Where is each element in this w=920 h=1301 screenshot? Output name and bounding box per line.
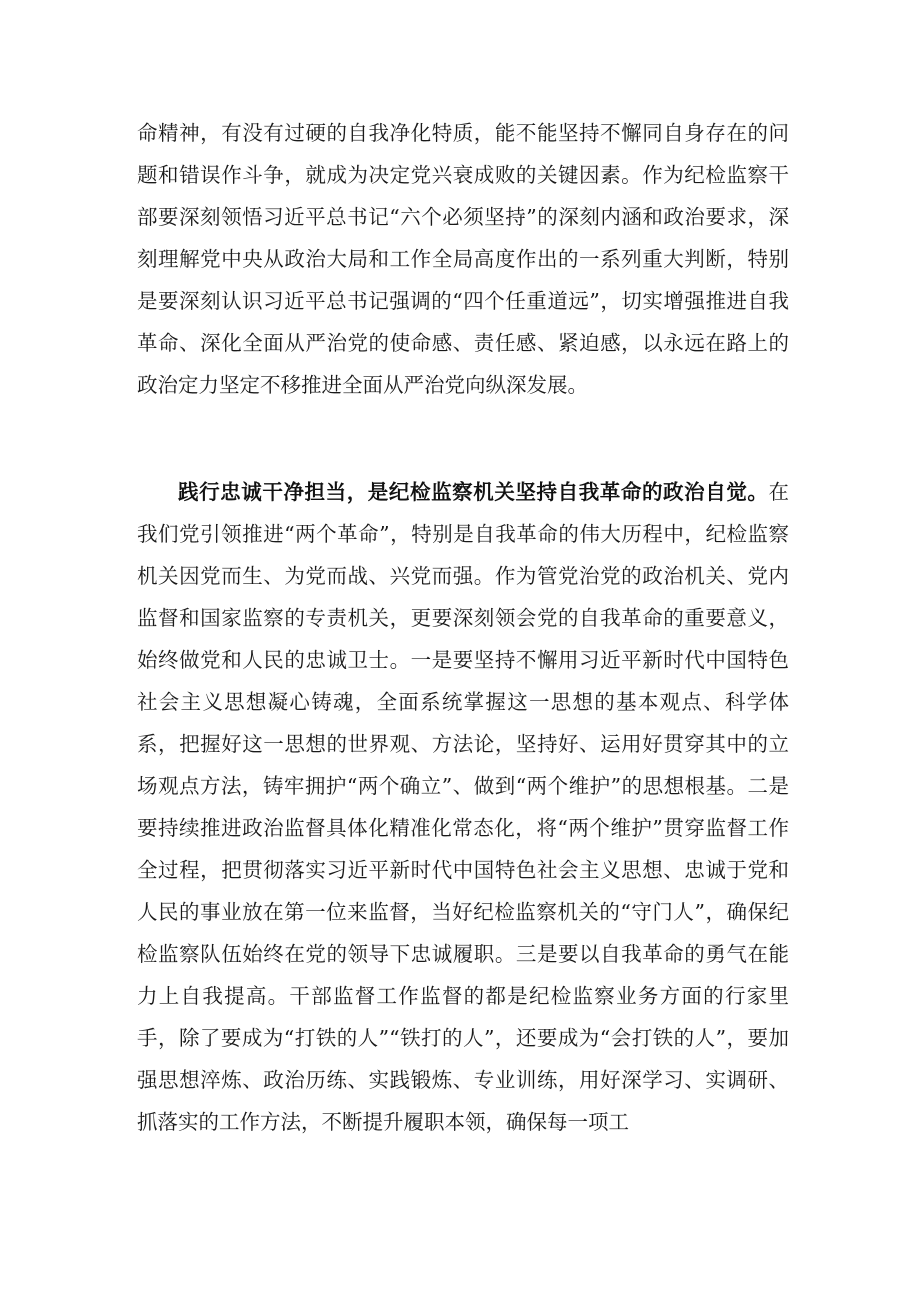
paragraph-2-lead: 践行忠诚干净担当，是纪检监察机关坚持自我革命的政治自觉。 [178,480,769,504]
paragraph-2-text: 在我们党引领推进“两个革命”，特别是自我革命的伟大历程中，纪检监察机关因党而生、为党而战、兴党而强。作为管党治党的政治机关、党内监督和国家监察的专责机关，更要深刻领会党的自我革命的重要意义，始终做党和人民的忠诚卫士。一是要坚持不懈用习近平新时代中国特色社会主义思想凝心铸魂，全面系统掌握这一思想的基本观点、科学体系，把握好这一思想的世界观、方法论，坚持好、运用好贯穿其中的立场观点方法，铸牢拥护“两个确立”、做到“两个维护”的思想根基。二是要持续推进政治监督具体化精准化常态化，将“两个维护”贯穿监督工作全过程，把贯彻落实习近平新时代中国特色社会主义思想、忠诚于党和人民的事业放在第一位来监督，当好纪检监察机关的“守门人”，确保纪检监察队伍始终在党的领导下忠诚履职。三是要以自我革命的勇气在能力上自我提高。干部监督工作监督的都是纪检监察业务方面的行家里手，除了要成为“打铁的人”“铁打的人”，还要成为“会打铁的人”，要加强思想淬炼、政治历练、实践锻炼、专业训练，用好深学习、实调研、抓落实的工作方法，不断提升履职本领，确保每一项工 [137,480,789,1134]
paragraph-1-text: 命精神，有没有过硬的自我净化特质，能不能坚持不懈同自身存在的问题和错误作斗争，就成为决定党兴衰成败的关键因素。作为纪检监察干部要深刻领悟习近平总书记“六个必须坚持”的深刻内涵和政治要求，深刻理解党中央从政治大局和工作全局高度作出的一系列重大判断，特别是要深刻认识习近平总书记强调的“四个任重道远”，切实增强推进自我革命、深化全面从严治党的使命感、责任感、紧迫感，以永远在路上的政治定力坚定不移推进全面从严治党向纵深发展。 [137,121,789,397]
paragraph-2 [137,471,789,1143]
paragraph-1 [137,112,789,406]
